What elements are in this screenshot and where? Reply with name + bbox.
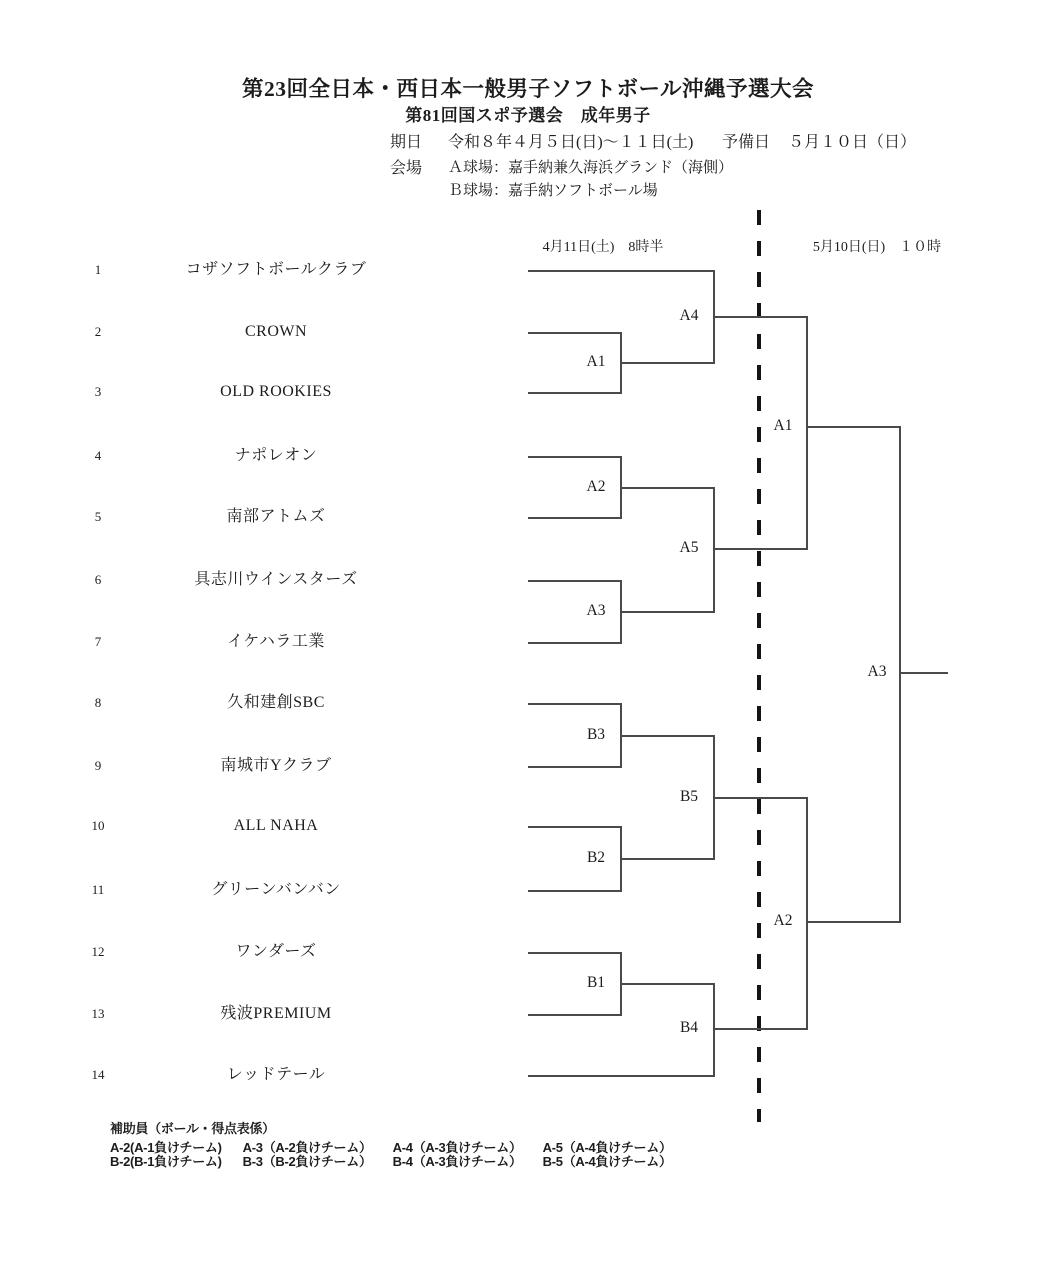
team-seed: 3	[94, 384, 102, 399]
bracket-line	[806, 316, 808, 550]
match-label-a1: A1	[586, 353, 606, 370]
bracket-line	[528, 890, 620, 892]
team-seed: 1	[94, 262, 102, 277]
team-name: ナポレオン	[234, 447, 318, 464]
team-seed: 13	[91, 1006, 105, 1021]
team-seed: 7	[94, 634, 102, 649]
bracket-line	[528, 517, 620, 519]
team-seed: 12	[91, 944, 105, 959]
bracket-line	[528, 1014, 620, 1016]
team-name: 残波PREMIUM	[220, 1005, 332, 1022]
bracket-line	[620, 983, 713, 985]
team-name: レッドテール	[226, 1066, 326, 1083]
bracket-line	[528, 270, 713, 272]
date-label: 期日	[390, 134, 423, 151]
team-name: イケハラ工業	[227, 633, 325, 650]
bracket-line	[528, 392, 620, 394]
bracket-line	[713, 983, 715, 1077]
bracket-line	[620, 487, 713, 489]
bracket-line	[899, 672, 948, 674]
match-label-a5: A5	[679, 539, 699, 556]
bracket-line	[806, 921, 899, 923]
bracket-line	[528, 456, 620, 458]
semifinal-label-a2: A2	[773, 912, 793, 929]
match-label-a3: A3	[586, 602, 606, 619]
team-name: OLD ROOKIES	[220, 383, 332, 400]
duty-a3: A-3（A-2負けチーム）	[242, 1140, 372, 1155]
team-seed: 10	[91, 818, 105, 833]
team-name: 久和建創SBC	[227, 694, 325, 711]
match-label-b1: B1	[586, 974, 606, 991]
duty-b2: B-2(B-1負けチーム)	[110, 1154, 222, 1169]
semifinal-label-a1: A1	[773, 417, 793, 434]
bracket-line	[713, 1028, 806, 1030]
team-seed: 11	[91, 882, 105, 897]
bracket-line	[620, 858, 713, 860]
venue-a: Ａ球場：嘉手納兼久海浜グランド（海側）	[448, 160, 734, 176]
match-label-a4: A4	[679, 307, 699, 324]
duty-a5: A-5（A-4負けチーム）	[542, 1140, 672, 1155]
helper-duties-title: 補助員（ボール・得点表係）	[110, 1121, 275, 1136]
bracket-line	[528, 642, 620, 644]
bracket-line	[528, 580, 620, 582]
reserve-day-label: 予備日	[722, 134, 771, 151]
team-seed: 5	[94, 509, 102, 524]
team-name: ALL NAHA	[233, 817, 319, 834]
team-seed: 14	[91, 1067, 105, 1082]
venue-label: 会場	[390, 160, 423, 177]
team-name: CROWN	[244, 323, 308, 340]
duty-b4: B-4（A-3負けチーム）	[392, 1154, 522, 1169]
page-title: 第23回全日本・西日本一般男子ソフトボール沖縄予選大会	[241, 77, 815, 101]
helper-duties-row-a	[110, 1140, 672, 1155]
duty-b3: B-3（B-2負けチーム）	[242, 1154, 372, 1169]
final-date-header: 5月10日(日) １０時	[812, 240, 942, 255]
duty-a2: A-2(A-1負けチーム)	[110, 1140, 222, 1155]
match-label-b5: B5	[679, 788, 699, 805]
bracket-line	[806, 426, 899, 428]
match-label-b3: B3	[586, 726, 606, 743]
round1-date-header: 4月11日(土) 8時半	[542, 240, 664, 255]
bracket-line	[528, 703, 620, 705]
team-name: 具志川ウインスターズ	[194, 571, 358, 588]
team-seed: 8	[94, 695, 102, 710]
team-name: グリーンバンバン	[211, 881, 341, 898]
duty-a4: A-4（A-3負けチーム）	[392, 1140, 522, 1155]
bracket-line	[528, 952, 620, 954]
match-label-b4: B4	[679, 1019, 699, 1036]
bracket-line	[528, 332, 620, 334]
team-name: 南部アトムズ	[226, 508, 326, 525]
team-seed: 2	[94, 324, 102, 339]
team-seed: 9	[94, 758, 102, 773]
team-name: 南城市Yクラブ	[220, 757, 332, 774]
final-label-a3: A3	[867, 663, 887, 680]
page-subtitle: 第81回国スポ予選会 成年男子	[405, 106, 651, 125]
match-label-a2: A2	[586, 478, 606, 495]
bracket-line	[899, 426, 901, 923]
date-value: 令和８年４月５日(日)～１１日(土)	[448, 134, 694, 151]
reserve-day-value: ５月１０日（日）	[788, 134, 917, 151]
bracket-line	[528, 826, 620, 828]
bracket-line	[620, 611, 713, 613]
team-name: ワンダーズ	[235, 943, 317, 960]
match-label-b2: B2	[586, 849, 606, 866]
bracket-line	[620, 735, 713, 737]
bracket-line	[528, 1075, 713, 1077]
bracket-line	[713, 487, 715, 613]
duty-b5: B-5（A-4負けチーム）	[542, 1154, 672, 1169]
reserve-day-divider	[757, 210, 761, 1122]
bracket-line	[528, 766, 620, 768]
bracket-line	[806, 797, 808, 1030]
bracket-line	[713, 797, 806, 799]
helper-duties-row-b	[110, 1154, 672, 1169]
team-seed: 4	[94, 448, 102, 463]
venue-b: Ｂ球場：嘉手納ソフトボール場	[448, 183, 658, 199]
bracket-line	[713, 548, 806, 550]
bracket-line	[713, 316, 806, 318]
team-seed: 6	[94, 572, 102, 587]
bracket-line	[620, 362, 713, 364]
team-name: コザソフトボールクラブ	[185, 261, 367, 278]
